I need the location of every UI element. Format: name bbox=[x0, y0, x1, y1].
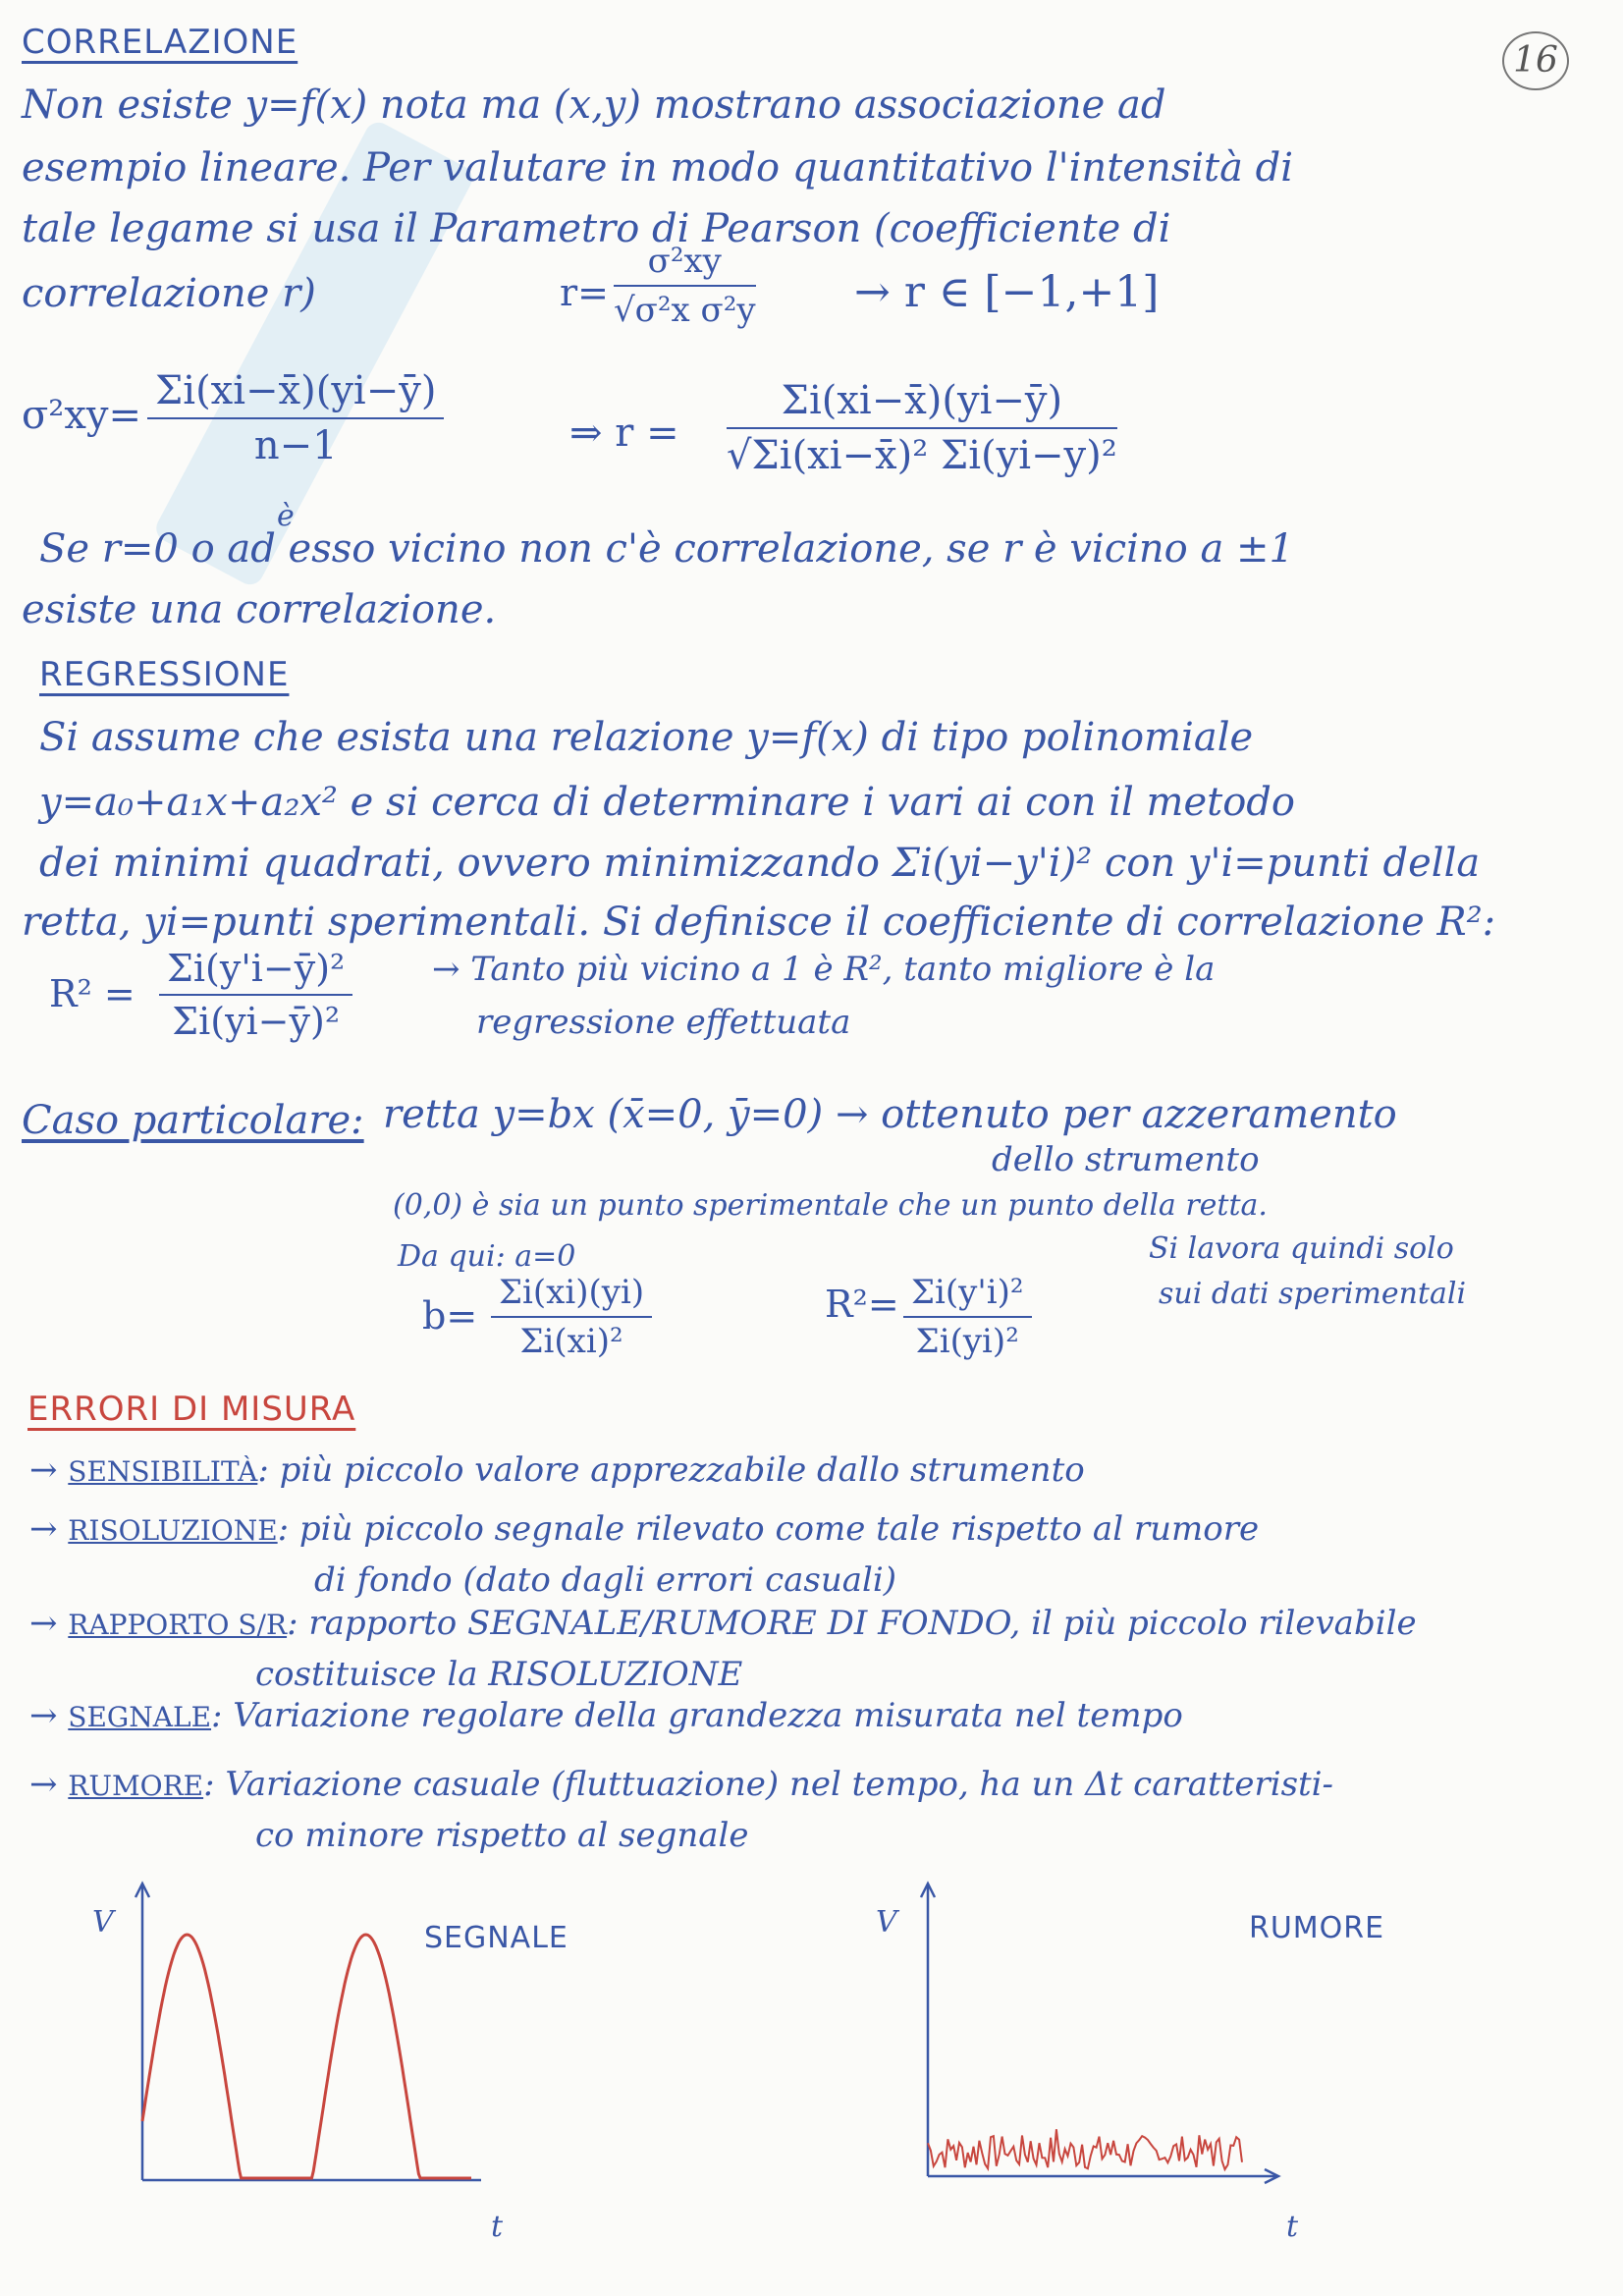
special-case-text: retta y=bx (x̄=0, ȳ=0) → ottenuto per azzeramento bbox=[383, 1092, 1397, 1137]
errors-heading: ERRORI DI MISURA bbox=[27, 1390, 356, 1429]
signal-y-label: V bbox=[92, 1905, 114, 1940]
R2-note-1: → Tanto più vicino a 1 è R², tanto migliore è la bbox=[432, 950, 1216, 989]
arrow-icon: → bbox=[29, 1450, 69, 1490]
r-denominator: √σ²x σ²y bbox=[614, 291, 756, 330]
b-numerator: Σi(xi)(yi) bbox=[491, 1273, 652, 1318]
error-item bbox=[29, 1696, 1183, 1735]
sxy-fraction bbox=[147, 368, 444, 468]
noise-x-label: t bbox=[1286, 2210, 1299, 2244]
regression-line-2: y=a₀+a₁x+a₂x² e si cerca di determinare i vari ai con il metodo bbox=[39, 780, 1295, 825]
sxy-numerator: Σi(xi−x̄)(yi−ȳ) bbox=[147, 368, 444, 419]
noise-chart-title: RUMORE bbox=[1249, 1911, 1385, 1945]
noise-fluctuation bbox=[928, 2129, 1242, 2169]
R2-denominator: Σi(yi−ȳ)² bbox=[172, 1000, 341, 1043]
R2b-lhs: R²= bbox=[825, 1283, 899, 1326]
error-item-text-continued: di fondo (dato dagli errori casuali) bbox=[314, 1560, 897, 1600]
error-item bbox=[29, 1509, 1260, 1549]
error-item bbox=[29, 1450, 1085, 1490]
error-item-text: : più piccolo segnale rilevato come tale rispetto al rumore bbox=[277, 1509, 1260, 1549]
error-item-text-continued: costituisce la RISOLUZIONE bbox=[255, 1655, 743, 1694]
R2-fraction bbox=[159, 947, 352, 1043]
r2-fraction bbox=[727, 378, 1117, 478]
r-fraction bbox=[614, 242, 756, 330]
special-note-4: sui dati sperimentali bbox=[1159, 1277, 1467, 1311]
R2-lhs: R² = bbox=[49, 972, 135, 1015]
error-item-label: SEGNALE bbox=[68, 1701, 212, 1733]
special-note-3: Si lavora quindi solo bbox=[1149, 1231, 1454, 1266]
b-denominator: Σi(xi)² bbox=[519, 1322, 623, 1361]
correlation-accent-e: è bbox=[277, 499, 295, 533]
error-item-label: SENSIBILITÀ bbox=[68, 1455, 258, 1488]
r-range: → r ∈ [−1,+1] bbox=[854, 267, 1160, 317]
special-note-2: Da qui: a=0 bbox=[398, 1239, 576, 1274]
arrow-icon: → bbox=[29, 1604, 69, 1643]
signal-axes bbox=[135, 1884, 481, 2180]
error-item-text: : Variazione regolare della grandezza misurata nel tempo bbox=[211, 1696, 1183, 1735]
arrow-icon: → bbox=[29, 1696, 69, 1735]
correlation-line-3: tale legame si usa il Parametro di Pearson (coefficiente di bbox=[22, 206, 1171, 251]
sxy-lhs: σ²xy= bbox=[22, 393, 142, 438]
signal-sine-wave bbox=[142, 1935, 471, 2178]
R2b-numerator: Σi(y'i)² bbox=[903, 1273, 1032, 1318]
r2-denominator: √Σi(xi−x̄)² Σi(yi−y)² bbox=[727, 433, 1117, 478]
arrow-icon: → bbox=[29, 1765, 69, 1804]
r2-arrow: ⇒ r = bbox=[569, 410, 679, 456]
page-number: 16 bbox=[1502, 31, 1569, 90]
correlation-heading: CORRELAZIONE bbox=[22, 23, 298, 62]
regression-line-3: dei minimi quadrati, ovvero minimizzando Σi(yi−y'i)² con y'i=punti della bbox=[39, 841, 1481, 886]
R2-numerator: Σi(y'i−ȳ)² bbox=[159, 947, 352, 996]
error-item-text: : Variazione casuale (fluttuazione) nel tempo, ha un Δt caratteristi- bbox=[203, 1765, 1334, 1804]
error-item-text-continued: co minore rispetto al segnale bbox=[255, 1816, 749, 1855]
correlation-line-5: Se r=0 o ad esso vicino non c'è correlazione, se r è vicino a ±1 bbox=[39, 526, 1294, 572]
R2b-fraction bbox=[903, 1273, 1032, 1361]
b-lhs: b= bbox=[422, 1294, 478, 1338]
signal-x-label: t bbox=[491, 2210, 504, 2244]
special-case-label: Caso particolare: bbox=[22, 1098, 364, 1143]
error-item-label: RAPPORTO S/R bbox=[68, 1609, 288, 1641]
r-numerator: σ²xy bbox=[614, 242, 756, 287]
R2-note-2: regressione effettuata bbox=[476, 1003, 851, 1042]
correlation-line-2: esempio lineare. Per valutare in modo quantitativo l'intensità di bbox=[22, 145, 1294, 191]
regression-heading: REGRESSIONE bbox=[39, 655, 290, 694]
r-lhs: r= bbox=[560, 271, 610, 314]
error-item bbox=[29, 1604, 1417, 1643]
sxy-denominator: n−1 bbox=[253, 423, 338, 468]
arrow-icon: → bbox=[29, 1509, 69, 1549]
R2b-denominator: Σi(yi)² bbox=[915, 1322, 1019, 1361]
regression-line-4: retta, yi=punti sperimentali. Si definisce il coefficiente di correlazione R²: bbox=[22, 900, 1496, 945]
error-item-label: RUMORE bbox=[68, 1770, 204, 1802]
special-note-1: (0,0) è sia un punto sperimentale che un punto della retta. bbox=[393, 1188, 1268, 1223]
error-item-text: : più piccolo valore apprezzabile dallo strumento bbox=[257, 1450, 1085, 1490]
charts-canvas bbox=[0, 1866, 1623, 2278]
error-item-text: : rapporto SEGNALE/RUMORE DI FONDO, il più piccolo rilevabile bbox=[287, 1604, 1417, 1643]
r2-numerator: Σi(xi−x̄)(yi−ȳ) bbox=[727, 378, 1117, 429]
special-case-text-2: dello strumento bbox=[992, 1140, 1260, 1179]
correlation-line-6: esiste una correlazione. bbox=[22, 587, 497, 632]
regression-line-1: Si assume che esista una relazione y=f(x) di tipo polinomiale bbox=[39, 715, 1254, 760]
error-item-label: RISOLUZIONE bbox=[68, 1514, 278, 1547]
correlation-line-4: correlazione r) bbox=[22, 271, 316, 316]
noise-y-label: V bbox=[876, 1905, 897, 1940]
correlation-line-1: Non esiste y=f(x) nota ma (x,y) mostrano associazione ad bbox=[22, 82, 1166, 128]
b-fraction bbox=[491, 1273, 652, 1361]
signal-chart-title: SEGNALE bbox=[424, 1921, 568, 1955]
error-item bbox=[29, 1765, 1334, 1804]
